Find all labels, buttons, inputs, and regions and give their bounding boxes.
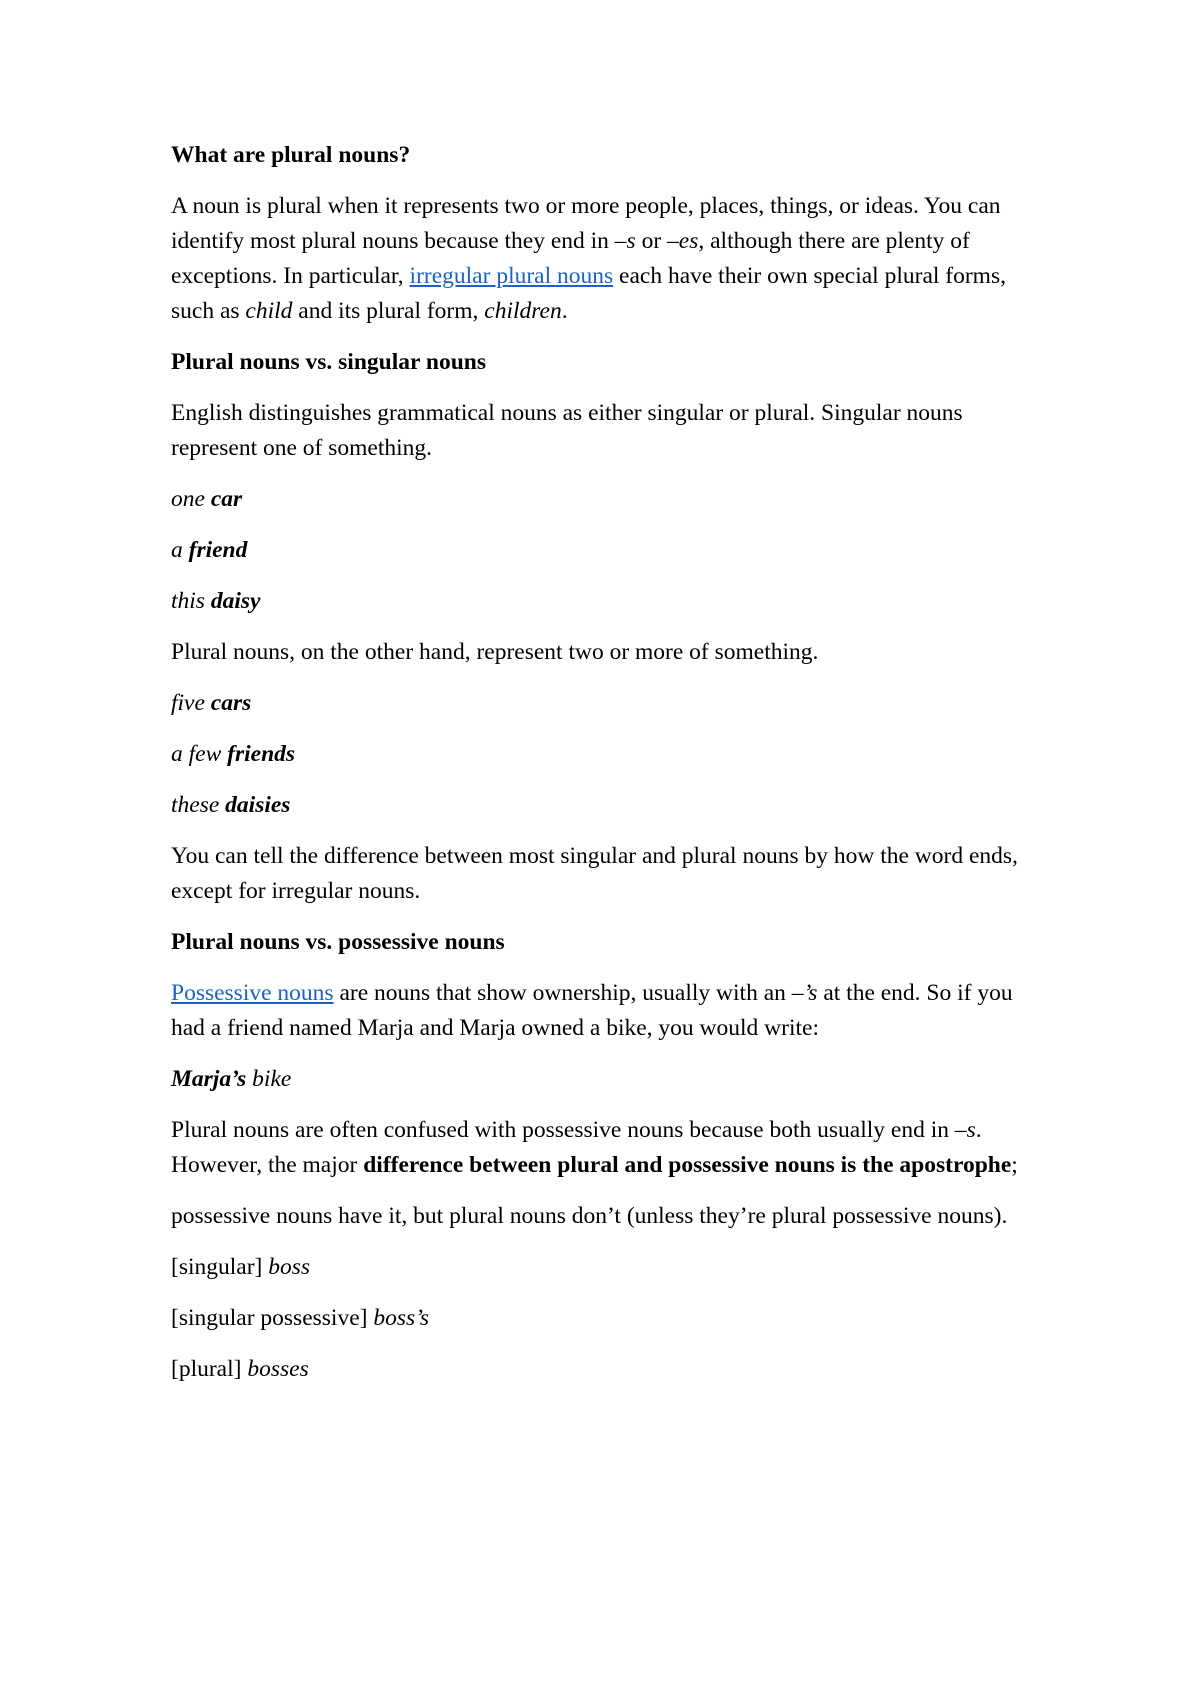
bold-apostrophe-statement: difference between plural and possessive nouns is the apostrophe — [363, 1152, 1012, 1178]
example-owner: Marja’s — [171, 1066, 247, 1092]
form-word: boss’s — [373, 1305, 430, 1331]
example-singular-3 — [171, 584, 1041, 619]
example-thing: bike — [246, 1066, 292, 1092]
example-prefix: this — [171, 588, 211, 614]
paragraph-singular-outro: You can tell the difference between most singular and plural nouns by how the word ends, except for irregular nouns. — [171, 843, 1018, 904]
example-noun: daisy — [210, 588, 261, 614]
text-run: each have their own special plural forms, such as — [171, 263, 1006, 324]
form-word: boss — [268, 1254, 311, 1280]
example-plural-3 — [171, 788, 1041, 823]
text-run: ; — [1011, 1152, 1018, 1178]
text-run: , although there are plenty of exceptions. In particular, — [171, 228, 970, 289]
example-singular-2 — [171, 533, 1041, 568]
form-singular-possessive — [171, 1301, 1041, 1336]
example-noun: cars — [210, 690, 252, 716]
text-run: are nouns that show ownership, usually with an — [333, 980, 792, 1006]
example-noun: friend — [188, 537, 248, 563]
text-run: or — [635, 228, 668, 254]
text-run: and its plural form, — [292, 298, 485, 324]
suffix-apostrophe-s: –’s — [791, 980, 818, 1006]
text-run: at the end. So if you had a friend named Marja and Marja owned a bike, you would write: — [171, 980, 1013, 1041]
paragraph-possessive-have-it: possessive nouns have it, but plural nouns don’t (unless they’re plural possessive nouns). — [171, 1203, 1008, 1229]
suffix-s: –s — [954, 1117, 976, 1143]
heading-plural-vs-possessive: Plural nouns vs. possessive nouns — [171, 929, 505, 955]
form-label: [singular] — [171, 1254, 269, 1280]
example-prefix: a few — [171, 741, 228, 767]
example-prefix: one — [171, 486, 211, 512]
example-singular-1 — [171, 482, 1041, 517]
example-prefix: five — [171, 690, 211, 716]
example-noun: daisies — [225, 792, 291, 818]
suffix-es: –es — [667, 228, 699, 254]
example-prefix: these — [171, 792, 226, 818]
suffix-s: –s — [614, 228, 636, 254]
heading-plural-vs-singular: Plural nouns vs. singular nouns — [171, 349, 486, 375]
example-possessive — [171, 1062, 1041, 1097]
text-run: A noun is plural when it represents two or more people, places, things, or ideas. You can identify most plural nouns because they end in — [171, 193, 1001, 254]
form-word: bosses — [247, 1356, 309, 1382]
form-label: [plural] — [171, 1356, 248, 1382]
form-singular — [171, 1250, 1041, 1285]
word-children: children — [484, 298, 562, 324]
possessive-nouns-link[interactable]: Possessive nouns — [171, 980, 334, 1006]
paragraph-plural-definition — [171, 189, 1041, 329]
example-noun: friends — [227, 741, 296, 767]
heading-what-are-plural-nouns: What are plural nouns? — [171, 142, 411, 168]
example-prefix: a — [171, 537, 189, 563]
paragraph-possessive-definition — [171, 976, 1041, 1046]
text-run: . — [561, 298, 568, 324]
text-run: Plural nouns are often confused with possessive nouns because both usually end in — [171, 1117, 955, 1143]
word-child: child — [245, 298, 293, 324]
form-label: [singular possessive] — [171, 1305, 374, 1331]
example-noun: car — [210, 486, 243, 512]
paragraph-plural-confused — [171, 1113, 1041, 1183]
paragraph-singular-intro: English distinguishes grammatical nouns as either singular or plural. Singular nouns represent one of something. — [171, 400, 963, 461]
text-run: . However, the major — [171, 1117, 982, 1178]
example-plural-1 — [171, 686, 1041, 721]
form-plural — [171, 1352, 1041, 1387]
example-plural-2 — [171, 737, 1041, 772]
document-page — [171, 138, 1041, 1403]
irregular-plural-nouns-link[interactable]: irregular plural nouns — [409, 263, 614, 289]
paragraph-plural-intro: Plural nouns, on the other hand, represent two or more of something. — [171, 639, 819, 665]
